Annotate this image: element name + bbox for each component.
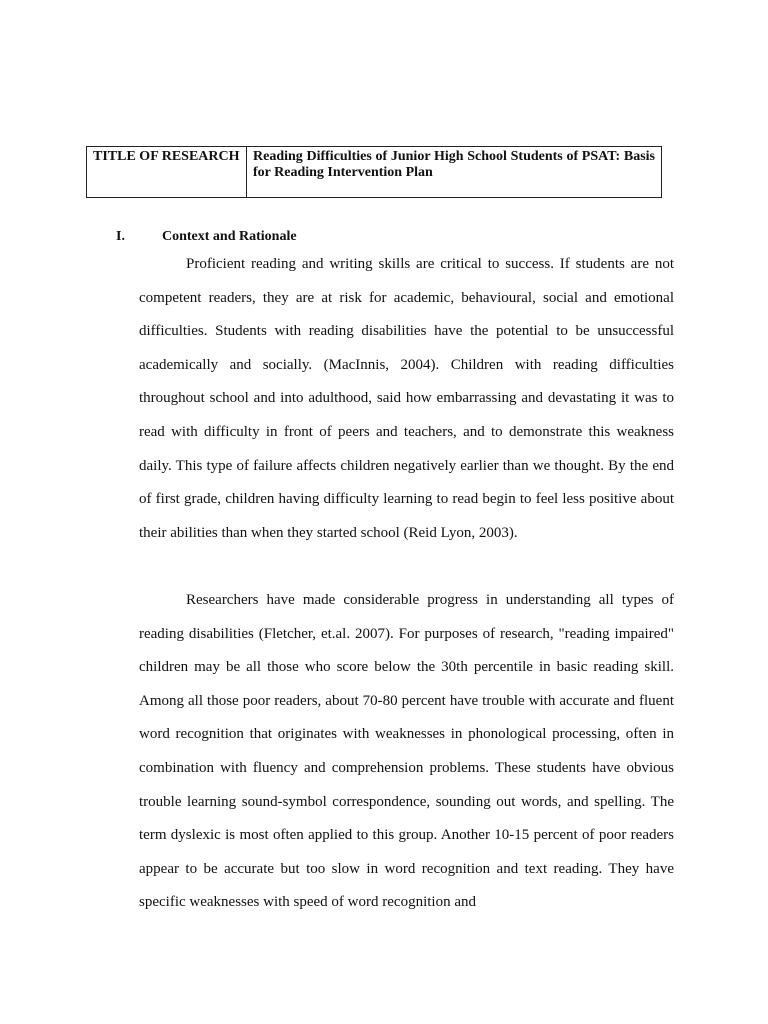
- section-title: Context and Rationale: [162, 229, 297, 244]
- title-table: [86, 146, 662, 198]
- title-label: TITLE OF RESEARCH: [87, 147, 247, 198]
- paragraph: Researchers have made considerable progress in understanding all types of reading disabilities (Fletcher, et.al. 2007). For purposes of research, "reading impaired" children may be all those who score below the 30th percentile in basic reading skill. Among all those poor readers, about 70-80 percent have trouble with accurate and fluent word recognition that originates with weaknesses in phonological processing, often in combination with fluency and comprehension problems. These students have obvious trouble learning sound-symbol correspondence, sounding out words, and spelling. The term dyslexic is most often applied to this group. Another 10-15 percent of poor readers appear to be accurate but too slow in word recognition and text reading. They have specific weaknesses with speed of word recognition and: [139, 592, 674, 911]
- section-number: I.: [116, 229, 125, 244]
- research-title: Reading Difficulties of Junior High School Students of PSAT: Basis for Reading Intervention Plan: [247, 147, 662, 198]
- title-row: [87, 147, 662, 198]
- paragraph: Proficient reading and writing skills are critical to success. If students are not competent readers, they are at risk for academic, behavioural, social and emotional difficulties. Students with reading disabilities have the potential to be unsuccessful academically and socially. (MacInnis, 2004). Children with reading difficulties throughout school and into adulthood, said how embarrassing and devastating it was to read with difficulty in front of peers and teachers, and to demonstrate this weakness daily. This type of failure affects children negatively earlier than we thought. By the end of first grade, children having difficulty learning to read begin to feel less positive about their abilities than when they started school (Reid Lyon, 2003).: [139, 256, 674, 541]
- section-heading: [116, 229, 297, 245]
